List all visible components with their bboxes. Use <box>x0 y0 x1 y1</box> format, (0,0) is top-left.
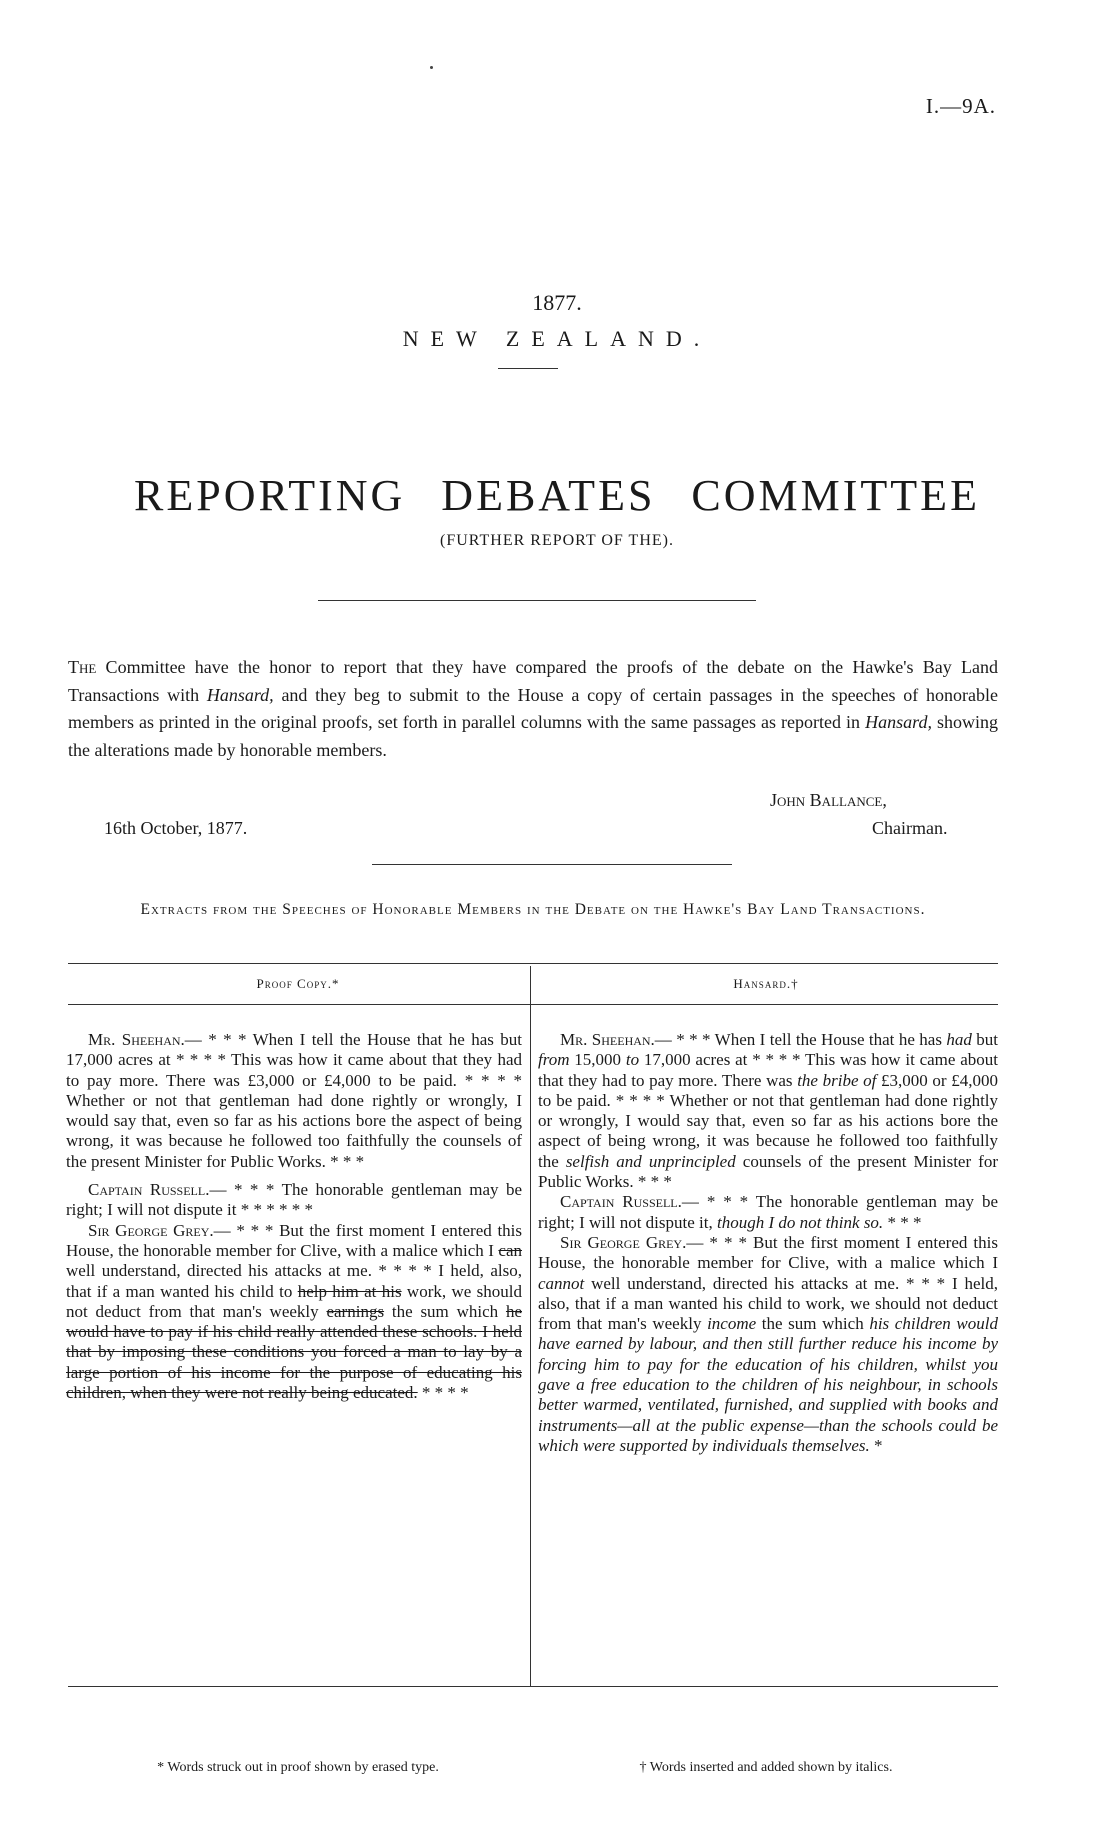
hansard-russell-para <box>538 1192 998 1233</box>
speech-text: well understand, directed his attacks at me. <box>66 1261 372 1281</box>
ellipsis-stars: * * * * * * <box>240 1200 313 1220</box>
speech-text: The honorable gentleman may be right; I will not dispute it <box>66 1180 523 1220</box>
speech-text: This was how it came about that they had to pay more. There was <box>538 1050 999 1090</box>
ellipsis-stars: * * * <box>233 1180 275 1200</box>
ellipsis-stars: * * * <box>330 1151 365 1171</box>
speech-text: Whether or not that gentleman had done rightly or wrongly, I would say that, even so far as his actions bore the aspect of being wrong, it was because he followed too faithfully the counsels of the present Minister for Public Works. <box>66 1090 522 1171</box>
extracts-heading: Extracts from the Speeches of Honorable Members in the Debate on the Hawke's Bay Land Transactions. <box>140 901 926 918</box>
table-bottom-rule <box>68 1686 998 1687</box>
speech-text: I held, also, that if a man wanted his child to <box>66 1261 523 1301</box>
speaker-name: Captain Russell.— <box>88 1180 227 1200</box>
ellipsis-stars: * * * <box>906 1273 946 1293</box>
intro-hansard: Hansard, <box>206 684 274 705</box>
speaker-name: Sir George Grey.— <box>88 1220 231 1240</box>
speech-text: the sum which <box>384 1301 506 1321</box>
hansard-grey-para <box>538 1233 998 1456</box>
inserted-text: his children would have earned by labour, and then still further reduce his income by forcing him to pay for the education of his children, whilst you gave a free education to the children of his neighbour, in schools better warmed, ventilated, furnished, and supplied with books and instruments—all at the public expense—than the schools could be which were supported by individuals themselves. <box>538 1314 998 1455</box>
speech-text: 17,000 acres at <box>639 1050 748 1070</box>
speaker-name: Sir George Grey.— <box>560 1232 704 1252</box>
ellipsis-stars: * * * <box>706 1192 749 1212</box>
proof-column-heading: Proof Copy.* <box>256 976 340 991</box>
hansard-column <box>538 1030 998 1456</box>
report-date: 16th October, 1877. <box>104 818 248 838</box>
hansard-sheehan-para <box>538 1030 998 1192</box>
struck-text: he would have to pay if his child really attended these schools. I held that by imposing these conditions you forced a man to lay by a large portion of his income for the purpose of educating his children, when they were not really being educated. <box>66 1301 522 1403</box>
ellipsis-stars: * * * * <box>421 1383 469 1403</box>
table-top-rule <box>68 963 998 964</box>
struck-text: help him at his <box>297 1281 402 1301</box>
inserted-text: though I do not think so. <box>716 1212 884 1232</box>
speech-text: £3,000 or £4,000 to be paid. <box>538 1070 998 1110</box>
column-divider <box>530 966 531 1686</box>
page-subtitle: (FURTHER REPORT OF THE). <box>440 532 674 549</box>
speech-text: 15,000 <box>569 1050 626 1070</box>
struck-text: earnings <box>326 1301 385 1321</box>
ellipsis-stars: * * * <box>709 1232 747 1252</box>
document-year: 1877. <box>532 290 582 315</box>
ellipsis-stars: * * * <box>676 1030 711 1049</box>
intro-text: Committee have the honor to report that they have compared the proofs of the debate on the Hawke's Bay Land Transactions with <box>68 657 998 705</box>
speech-text: But the first moment I entered this House, the honorable member for Clive, with a malice which I <box>538 1232 998 1273</box>
speech-text: the sum which <box>756 1314 870 1334</box>
ellipsis-stars: * * * * <box>752 1050 801 1070</box>
speech-text: work, we should not deduct from that man's weekly <box>66 1281 522 1321</box>
speech-text: The honorable gentleman may be right; I will not dispute it, <box>538 1192 998 1232</box>
speech-text: When I tell the House that he has but 17,000 acres at <box>66 1030 522 1070</box>
hansard-footnote: † Words inserted and added shown by italics. <box>639 1760 893 1775</box>
ellipsis-stars: * * * <box>637 1172 672 1192</box>
proof-column <box>66 1030 522 1403</box>
speech-text: When I tell the House that he has <box>714 1030 947 1049</box>
ellipsis-stars: * * * <box>236 1220 274 1240</box>
ellipsis-stars: * * * * <box>464 1070 523 1090</box>
speaker-name: Mr. Sheehan.— <box>560 1030 672 1049</box>
inserted-text: selfish and unprincipled <box>565 1151 736 1171</box>
inserted-text: to <box>625 1050 640 1070</box>
inserted-text: from <box>538 1050 570 1070</box>
document-reference: I.—9A. <box>925 94 996 118</box>
speech-text: but <box>971 1030 998 1049</box>
ellipsis-stars: * * * <box>189 1050 226 1070</box>
hansard-column-heading: Hansard.† <box>733 976 799 991</box>
intro-lead: The <box>68 657 97 677</box>
ellipsis-stars: * <box>874 1435 883 1455</box>
inserted-text: the bribe of <box>797 1070 877 1090</box>
ellipsis-stars: * * * * <box>378 1261 432 1281</box>
table-header-rule <box>68 1004 998 1005</box>
divider <box>318 600 756 601</box>
proof-russell-para <box>66 1180 522 1221</box>
speech-text: counsels of the present Minister for Public Works. <box>538 1151 998 1192</box>
speech-text: Whether or not that gentleman had done rightly or wrongly, I would say that, even so far as his actions bore the aspect of being wrong, it was because he followed too faithfully the <box>538 1090 999 1171</box>
inserted-text: had <box>946 1030 972 1049</box>
speech-text: But the first moment I entered this House, the honorable member for Clive, with a malice which I <box>66 1220 523 1260</box>
inserted-text: cannot <box>538 1273 585 1293</box>
ellipsis-stars: * * * * <box>615 1090 665 1110</box>
ink-speck <box>430 66 433 69</box>
ellipsis-stars: * * * <box>208 1030 247 1049</box>
ellipsis-stars: * * * <box>887 1212 922 1232</box>
speech-text: This was how it came about that they had to pay more. There was £3,000 or £4,000 to be paid. <box>66 1050 523 1090</box>
inserted-text: income <box>707 1314 757 1334</box>
speaker-name: Captain Russell.— <box>560 1192 699 1212</box>
struck-text: can <box>498 1240 522 1260</box>
intro-paragraph <box>68 654 998 764</box>
proof-grey-para <box>66 1221 522 1404</box>
proof-footnote: * Words struck out in proof shown by erased type. <box>157 1760 439 1775</box>
intro-text: showing the alterations made by honorable members. <box>68 712 999 760</box>
signatory-name: John Ballance, <box>770 790 887 810</box>
divider <box>498 368 558 369</box>
speech-text: well understand, directed his attacks at me. <box>584 1273 900 1293</box>
divider <box>372 864 732 865</box>
intro-hansard: Hansard, <box>865 712 932 732</box>
proof-sheehan-para <box>66 1030 522 1172</box>
document-country: NEW ZEALAND. <box>402 326 712 351</box>
ellipsis-stars: * <box>175 1050 185 1070</box>
signatory-role: Chairman. <box>872 818 948 838</box>
speech-text: I held, also, that if a man wanted his child to work, we should not deduct from that man's weekly <box>538 1273 998 1334</box>
intro-text: and they beg to submit to the House a copy of certain passages in the speeches of honorable members as printed in the original proofs, set forth in parallel columns with the same passages as reported in <box>68 684 998 732</box>
speaker-name: Mr. Sheehan.— <box>88 1030 202 1049</box>
page-title: REPORTING DEBATES COMMITTEE <box>134 471 980 520</box>
